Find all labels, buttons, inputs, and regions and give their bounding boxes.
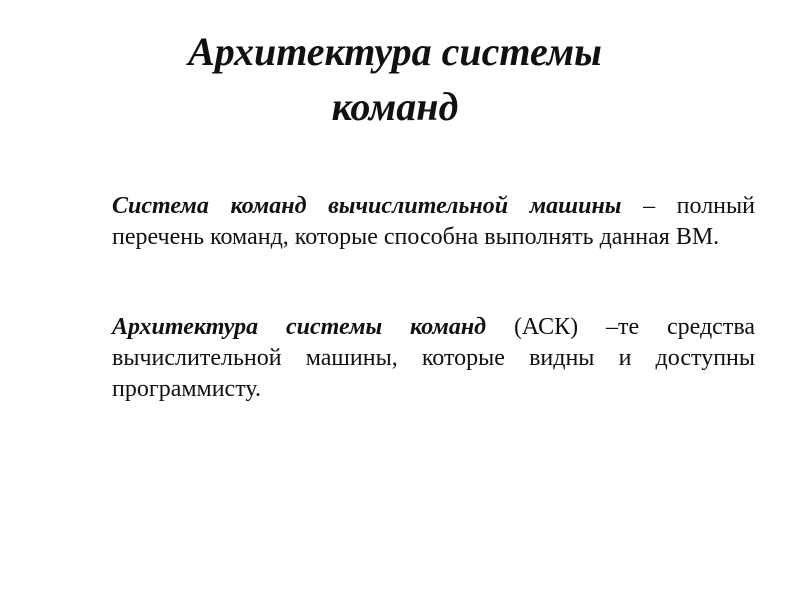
slide-title-line-1: Архитектура системы xyxy=(188,29,602,74)
definition-term: Архитектура системы команд xyxy=(112,314,487,340)
slide-title-line-2: команд xyxy=(331,84,459,129)
definition-term: Система команд вычислительной машины xyxy=(112,193,622,219)
definition-paragraph-instruction-set xyxy=(112,191,755,253)
slide-title xyxy=(100,24,690,134)
definition-paragraph-isa xyxy=(112,312,755,405)
definition-text: – полный перечень команд, которые способна выполнять данная ВМ. xyxy=(112,193,755,250)
definition-text: (АСК) –те средства вычислительной машины, которые видны и доступны программисту. xyxy=(112,314,755,402)
